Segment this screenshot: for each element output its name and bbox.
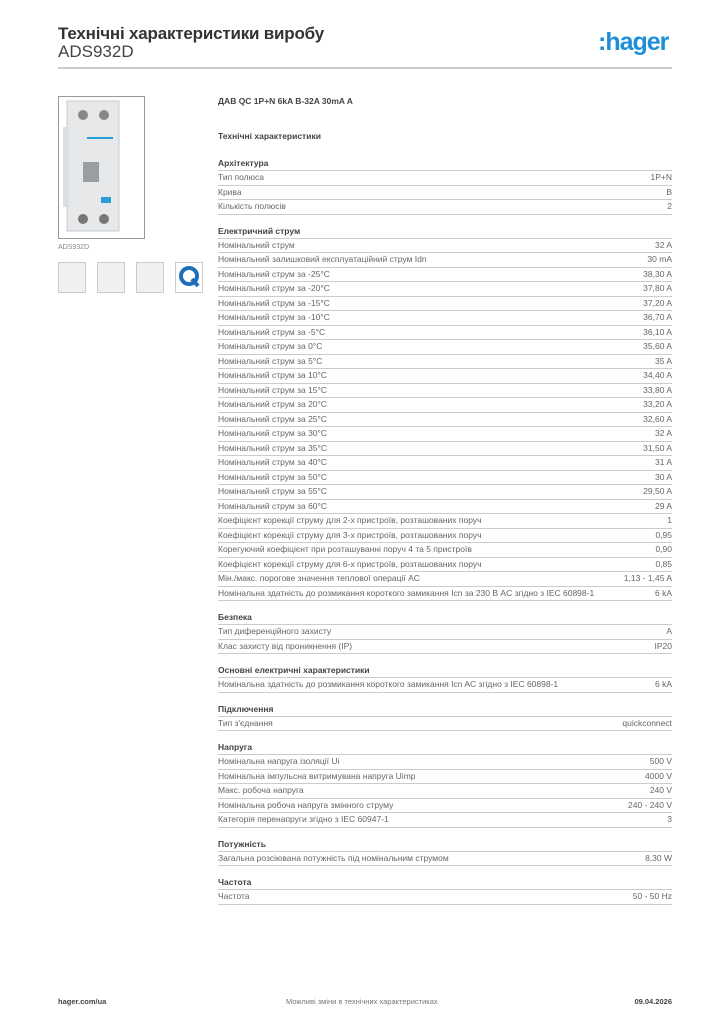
spec-row [218,485,672,500]
spec-value: 30 A [654,471,672,482]
quickconnect-icon[interactable] [175,262,203,293]
spec-value: 31 A [654,457,672,467]
spec-value: 1,13 - 1,45 A [623,573,672,583]
section-title: Основні електричні характеристики [218,664,672,678]
spec-label: Коефіцієнт корекції струму для 6-х пристроїв, розташованих поруч [218,558,482,569]
spec-value: 29 A [654,500,672,511]
thumbnail-diagram[interactable] [136,262,164,293]
footer-date: 09.04.2026 [634,997,672,1006]
header-divider [58,67,672,69]
spec-value: 1P+N [650,172,672,182]
spec-label: Крива [218,186,242,197]
spec-label: Номінальна здатність до розмикання короткого замикання Icn за 230 В AC згідно з IEC 60898-1 [218,587,595,598]
spec-label: Номінальна імпульсна витримувана напруга Uimp [218,770,416,781]
spec-value: 1 [667,515,672,525]
spec-value: 37,80 A [643,283,672,293]
spec-label: Клас захисту від проникнення (IP) [218,640,353,651]
spec-value: 0,90 [655,544,672,554]
spec-section [218,157,672,215]
spec-section [218,611,672,654]
spec-value: 8,30 W [645,852,672,863]
thumbnail-wiring[interactable] [97,262,125,293]
spec-row [218,471,672,486]
spec-value: 32,60 A [643,413,672,424]
spec-value: A [666,626,672,636]
product-image [58,96,145,239]
spec-label: Кількість полюсів [218,201,286,211]
spec-value: 35,60 A [643,341,672,351]
spec-value: 32 A [654,428,672,438]
spec-label: Корегуючий коефіцієнт при розташуванні поруч 4 та 5 пристроїв [218,544,472,554]
spec-row [218,200,672,215]
page-title: Технічні характеристики виробу [58,24,324,43]
spec-row [218,427,672,442]
spec-row [218,253,672,268]
spec-row [218,297,672,312]
spec-section [218,838,672,867]
spec-row [218,186,672,201]
spec-value: 240 - 240 V [628,799,672,810]
product-code: ADS932D [58,42,134,61]
spec-row [218,355,672,370]
spec-panel [218,96,672,915]
spec-row [218,558,672,573]
spec-label: Номінальний струм за 35°C [218,442,328,453]
spec-value: 33,20 A [643,399,672,409]
spec-value: 38,30 A [643,268,672,279]
section-title: Електричний струм [218,225,672,239]
spec-section [218,225,672,602]
spec-row [218,282,672,297]
spec-sections [218,157,672,905]
spec-row [218,717,672,732]
spec-value: 0,95 [655,529,672,540]
spec-row [218,326,672,341]
tech-heading: Технічні характеристики [218,131,321,141]
photo-caption: ADS932D [58,244,90,251]
spec-label: Номінальна здатність до розмикання короткого замикання Icn AC згідно з IEC 60898-1 [218,679,559,689]
spec-label: Номінальний струм за 25°C [218,413,328,424]
spec-row [218,268,672,283]
spec-row [218,852,672,867]
spec-label: Тип з'єднання [218,717,273,728]
spec-value: 6 kA [654,587,672,598]
spec-row [218,514,672,529]
spec-label: Номінальний струм за -25°C [218,268,330,279]
spec-label: Номінальний струм за 55°C [218,486,328,496]
spec-row [218,340,672,355]
spec-label: Номінальний струм за 30°C [218,428,328,438]
spec-row [218,543,672,558]
spec-label: Номінальний струм за 20°C [218,399,328,409]
spec-row [218,239,672,254]
spec-value: 37,20 A [643,297,672,308]
section-title: Частота [218,876,672,890]
spec-row [218,755,672,770]
spec-value: B [666,186,672,197]
spec-label: Номінальний струм за -15°C [218,297,330,308]
spec-row [218,398,672,413]
spec-row [218,640,672,655]
footer-note: Можливі зміни в технічних характеристиках [286,997,438,1006]
spec-row [218,784,672,799]
spec-label: Номінальний струм [218,239,295,250]
spec-label: Коефіцієнт корекції струму для 2-х пристроїв, розташованих поруч [218,515,482,525]
spec-section [218,741,672,828]
section-title: Потужність [218,838,672,852]
spec-label: Частота [218,891,250,901]
spec-label: Мін./макс. порогове значення теплової операції AC [218,573,420,583]
spec-row [218,678,672,693]
spec-value: quickconnect [622,717,672,728]
spec-value: 36,70 A [643,312,672,322]
spec-row [218,369,672,384]
spec-section [218,876,672,905]
spec-value: 4000 V [645,770,672,781]
section-title: Підключення [218,703,672,717]
spec-row [218,171,672,186]
spec-label: Номінальний струм за 50°C [218,471,328,482]
spec-value: 35 A [654,355,672,366]
spec-value: 31,50 A [643,442,672,453]
spec-row [218,625,672,640]
spec-row [218,572,672,587]
spec-label: Номінальна робоча напруга змінного струму [218,799,394,810]
spec-label: Коефіцієнт корекції струму для 3-х пристроїв, розташованих поруч [218,529,482,540]
spec-row [218,770,672,785]
spec-value: 0,85 [655,558,672,569]
product-name: ДАВ QC 1P+N 6kA B-32A 30mA A [218,96,353,106]
spec-value: 6 kA [654,679,672,689]
spec-label: Номінальний струм за 40°C [218,457,328,467]
spec-row [218,799,672,814]
spec-value: 29,50 A [643,486,672,496]
spec-label: Номінальний струм за 5°C [218,355,323,366]
spec-row [218,500,672,515]
spec-section [218,703,672,732]
spec-label: Номінальний струм за -20°C [218,283,330,293]
hager-logo: :hager [598,28,669,56]
spec-label: Категорія перенапруги згідно з IEC 60947-1 [218,814,389,824]
spec-label: Загальна розсіювана потужність під номінальним струмом [218,852,449,863]
spec-label: Номінальний струм за 0°C [218,341,323,351]
section-title: Безпека [218,611,672,625]
spec-label: Номінальний залишковий експлуатаційний струм Idn [218,254,427,264]
spec-row [218,311,672,326]
spec-value: 500 V [649,756,672,766]
spec-value: 2 [667,201,672,211]
spec-row [218,413,672,428]
spec-label: Номінальна напруга ізоляції Ui [218,756,340,766]
spec-value: 30 mA [647,254,672,264]
spec-value: 3 [667,814,672,824]
spec-label: Макс. робоча напруга [218,785,304,795]
spec-row [218,456,672,471]
spec-value: 36,10 A [643,326,672,337]
section-title: Напруга [218,741,672,755]
footer-site-link[interactable]: hager.com/ua [58,997,107,1006]
spec-value: 50 - 50 Hz [632,891,672,901]
spec-label: Тип полюса [218,172,264,182]
spec-value: 32 A [654,239,672,250]
spec-row [218,529,672,544]
thumbnail-install[interactable] [58,262,86,293]
spec-row [218,587,672,602]
spec-value: 34,40 A [643,370,672,380]
spec-label: Номінальний струм за 60°C [218,500,328,511]
spec-row [218,890,672,905]
spec-label: Номінальний струм за 10°C [218,370,328,380]
spec-value: IP20 [654,640,672,651]
spec-label: Номінальний струм за -5°C [218,326,326,337]
spec-row [218,442,672,457]
spec-label: Номінальний струм за -10°C [218,312,330,322]
spec-value: 33,80 A [643,384,672,395]
section-title: Архітектура [218,157,672,171]
spec-row [218,813,672,828]
spec-label: Номінальний струм за 15°C [218,384,328,395]
spec-section [218,664,672,693]
spec-value: 240 V [649,785,672,795]
spec-label: Тип диференційного захисту [218,626,332,636]
spec-row [218,384,672,399]
